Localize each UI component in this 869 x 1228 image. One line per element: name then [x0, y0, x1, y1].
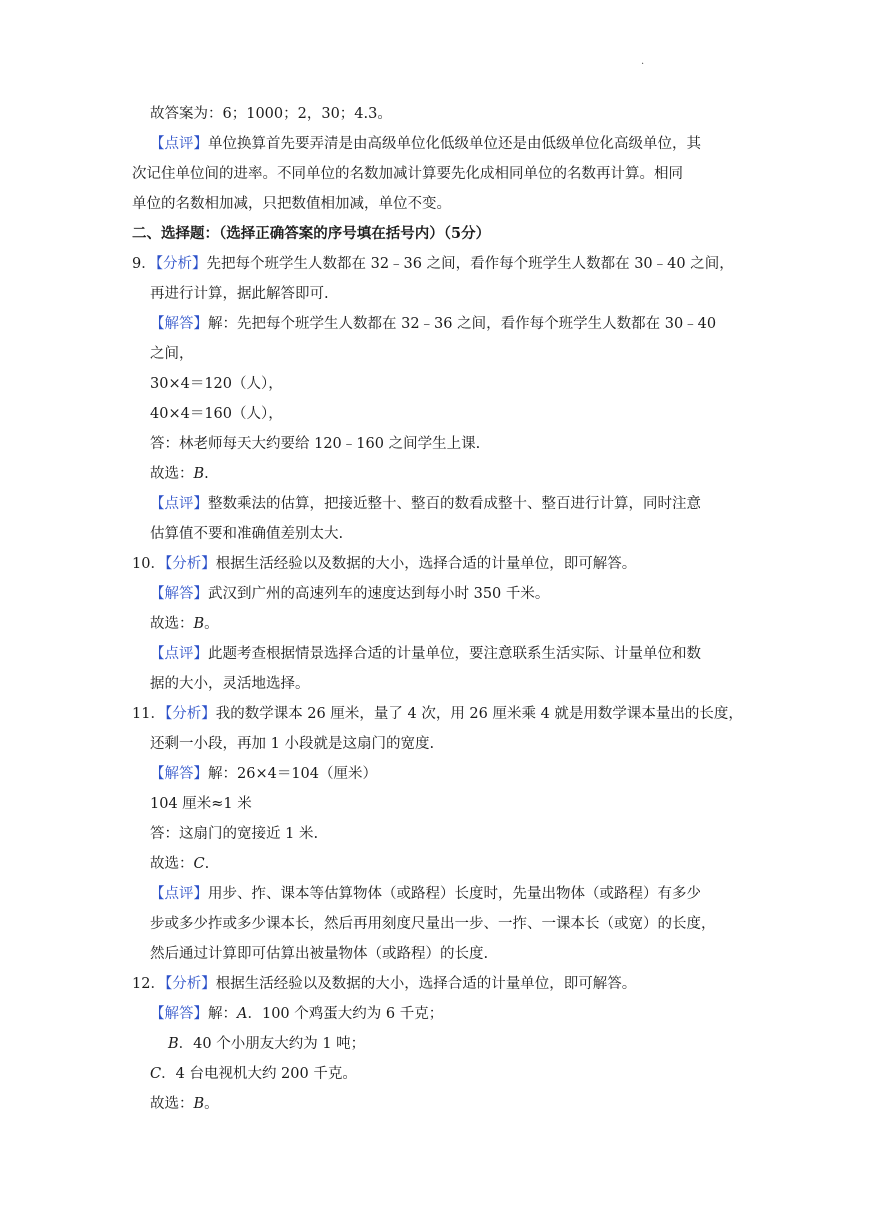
comment-text: 整数乘法的估算，把接近整十、整百的数看成整十、整百进行计算，同时注意 — [208, 496, 701, 512]
analysis-tag: 【分析】 — [164, 706, 216, 722]
analysis-tag: 【分析】 — [164, 556, 216, 572]
choice-line — [150, 1094, 219, 1114]
solution-text: 解：26×4＝104（厘米） — [208, 766, 378, 782]
q11-number: 11． — [132, 706, 165, 722]
q9-analysis — [132, 254, 734, 274]
comment-line: 然后通过计算即可估算出被量物体（或路程）的长度. — [150, 946, 489, 962]
analysis-text: 先把每个班学生人数都在 32﹣36 之间，看作每个班学生人数都在 30﹣40 之间， — [206, 256, 734, 272]
choice-letter: B — [193, 1096, 205, 1112]
solution-line: 之间， — [150, 346, 194, 362]
calc-line: 40×4＝160（人）， — [150, 406, 283, 422]
option-a-letter: A — [237, 1006, 248, 1022]
q11-solution — [150, 764, 377, 784]
analysis-line: 还剩一小段，再加 1 小段就是这扇门的宽度. — [150, 736, 435, 752]
solution-text: 解：先把每个班学生人数都在 32﹣36 之间，看作每个班学生人数都在 30﹣40 — [208, 316, 717, 332]
comment-line: 步或多少拃或多少课本长，然后再用刻度尺量出一步、一拃、一课本长（或宽）的长度， — [150, 916, 716, 932]
solution-tag: 【解答】 — [150, 586, 208, 602]
comment-tag: 【点评】 — [150, 496, 208, 512]
choice-letter: B — [193, 466, 205, 482]
q10-number: 10． — [132, 556, 165, 572]
comment-text: 单位换算首先要弄清是由高级单位化低级单位还是由低级单位化高级单位，其 — [208, 136, 701, 152]
solution-tag: 【解答】 — [150, 766, 208, 782]
option-a-text: ．100 个鸡蛋大约为 6 千克； — [247, 1006, 444, 1022]
q12-number: 12． — [132, 976, 165, 992]
answer-line: 答：这扇门的宽接近 1 米. — [150, 826, 319, 842]
page-mark: . — [641, 56, 645, 67]
q11-comment — [150, 884, 701, 904]
choice-suffix: 。 — [204, 616, 219, 632]
solution-text: 武汉到广州的高速列车的速度达到每小时 350 千米。 — [208, 586, 550, 602]
option-c — [150, 1064, 357, 1084]
choice-suffix: 。 — [204, 1096, 219, 1112]
comment-text: 此题考查根据情景选择合适的计量单位，要注意联系生活实际、计量单位和数 — [208, 646, 701, 662]
choice-letter: B — [193, 616, 205, 632]
choice-suffix: . — [204, 856, 210, 872]
choice-prefix: 故选： — [150, 856, 194, 872]
choice-letter: C — [193, 856, 205, 872]
choice-line — [150, 614, 219, 634]
analysis-text: 我的数学课本 26 厘米，量了 4 次，用 26 厘米乘 4 就是用数学课本量出的长度， — [215, 706, 743, 722]
comment-line: 估算值不要和准确值差别太大. — [150, 526, 344, 542]
comment-line — [150, 134, 701, 154]
choice-prefix: 故选： — [150, 466, 194, 482]
analysis-text: 根据生活经验以及数据的大小，选择合适的计量单位，即可解答。 — [215, 556, 637, 572]
solution-tag: 【解答】 — [150, 316, 208, 332]
comment-tag: 【点评】 — [150, 136, 208, 152]
option-c-letter: C — [150, 1066, 162, 1082]
comment-line: 次记住单位间的进率。不同单位的名数加减计算要先化成相同单位的名数再计算。相同 — [132, 166, 683, 182]
calc-line: 30×4＝120（人）， — [150, 376, 283, 392]
analysis-tag: 【分析】 — [155, 256, 207, 272]
solution-tag: 【解答】 — [150, 1006, 208, 1022]
analysis-line: 再进行计算，据此解答即可. — [150, 286, 329, 302]
analysis-text: 根据生活经验以及数据的大小，选择合适的计量单位，即可解答。 — [215, 976, 637, 992]
choice-line — [150, 464, 209, 484]
comment-line: 单位的名数相加减，只把数值相加减，单位不变。 — [132, 196, 451, 212]
q11-analysis — [132, 704, 743, 724]
option-c-text: ．4 台电视机大约 200 千克。 — [161, 1066, 357, 1082]
option-b-text: ．40 个小朋友大约为 1 吨； — [178, 1036, 366, 1052]
q10-solution — [150, 584, 549, 604]
q9-number: 9． — [132, 256, 156, 272]
calc-line: 104 厘米≈1 米 — [150, 796, 252, 812]
comment-tag: 【点评】 — [150, 886, 208, 902]
comment-line: 据的大小，灵活地选择。 — [150, 676, 310, 692]
comment-tag: 【点评】 — [150, 646, 208, 662]
comment-text: 用步、拃、课本等估算物体（或路程）长度时，先量出物体（或路程）有多少 — [208, 886, 701, 902]
q10-analysis — [132, 554, 636, 574]
answer-line: 故答案为：6；1000；2，30；4.3。 — [150, 106, 392, 122]
option-b — [168, 1034, 365, 1054]
q12-solution — [150, 1004, 443, 1024]
section-heading: 二、选择题：（选择正确答案的序号填在括号内）（5分） — [132, 225, 491, 242]
choice-prefix: 故选： — [150, 616, 194, 632]
q9-solution — [150, 314, 716, 334]
analysis-tag: 【分析】 — [164, 976, 216, 992]
choice-suffix: . — [204, 466, 209, 482]
answer-line: 答：林老师每天大约要给 120﹣160 之间学生上课. — [150, 436, 481, 452]
solution-prefix: 解： — [208, 1006, 237, 1022]
choice-prefix: 故选： — [150, 1096, 194, 1112]
option-b-letter: B — [168, 1036, 179, 1052]
q10-comment — [150, 644, 701, 664]
q12-analysis — [132, 974, 636, 994]
q9-comment — [150, 494, 701, 514]
choice-line — [150, 854, 209, 874]
